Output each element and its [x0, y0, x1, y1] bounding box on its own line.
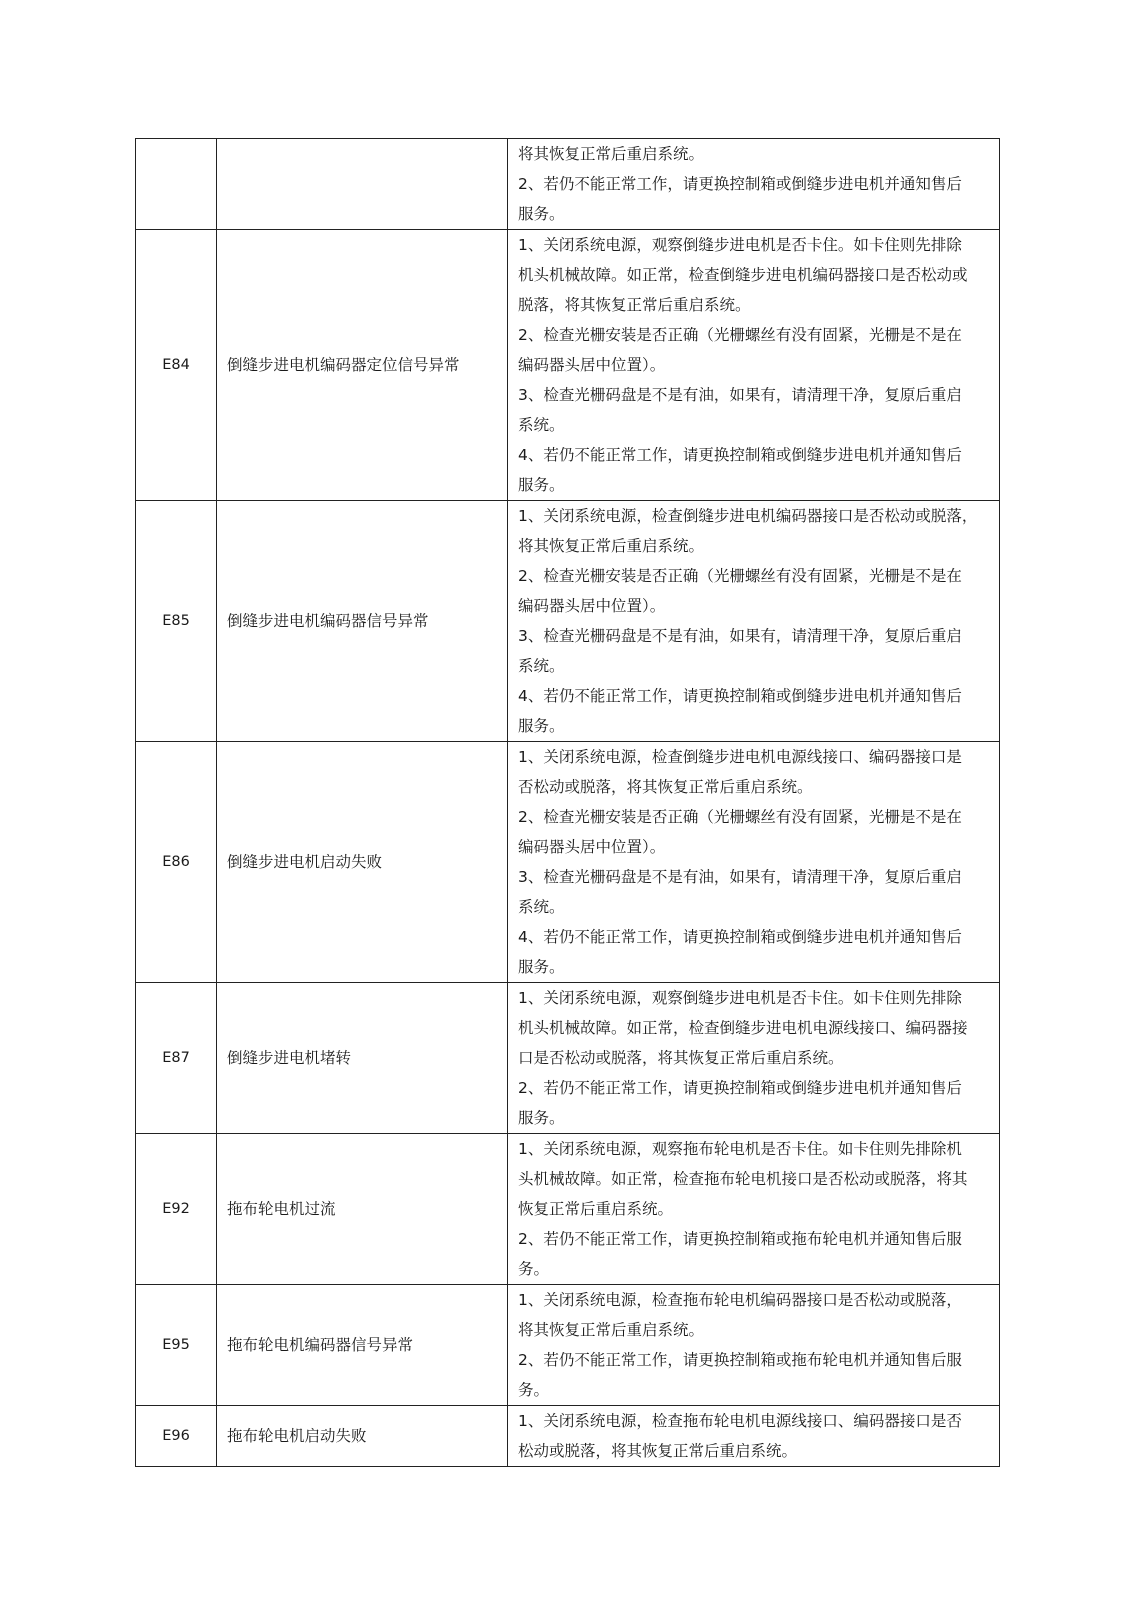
fault-solution-cell [508, 1134, 1000, 1285]
fault-description-cell: 倒缝步进电机编码器信号异常 [217, 501, 508, 742]
fault-solution-cell [508, 742, 1000, 983]
fault-row [136, 230, 1000, 501]
fault-code-cell: E87 [136, 983, 217, 1134]
solution-line: 服务。 [518, 1109, 565, 1127]
solution-line: 机头机械故障。如正常，检查倒缝步进电机电源线接口、编码器接 [518, 1019, 968, 1037]
fault-solution-cell [508, 1285, 1000, 1406]
solution-line: 将其恢复正常后重启系统。 [518, 145, 705, 163]
solution-line: 2、检查光栅安装是否正确（光栅螺丝有没有固紧，光栅是不是在 [518, 808, 962, 826]
solution-line: 服务。 [518, 476, 565, 494]
solution-line: 系统。 [518, 898, 565, 916]
solution-line: 服务。 [518, 717, 565, 735]
fault-row [136, 501, 1000, 742]
fault-code-cell: E85 [136, 501, 217, 742]
solution-line: 松动或脱落，将其恢复正常后重启系统。 [518, 1442, 798, 1460]
fault-description-cell: 拖布轮电机编码器信号异常 [217, 1285, 508, 1406]
fault-table-body [136, 139, 1000, 1467]
fault-row [136, 139, 1000, 230]
fault-solution-cell [508, 1406, 1000, 1467]
fault-code-table [135, 138, 1000, 1467]
solution-line: 1、关闭系统电源，检查拖布轮电机编码器接口是否松动或脱落， [518, 1291, 962, 1309]
fault-description-cell: 拖布轮电机过流 [217, 1134, 508, 1285]
solution-line: 将其恢复正常后重启系统。 [518, 1321, 705, 1339]
fault-solution-cell [508, 230, 1000, 501]
fault-description-cell: 倒缝步进电机启动失败 [217, 742, 508, 983]
fault-code-cell: E95 [136, 1285, 217, 1406]
solution-line: 2、若仍不能正常工作，请更换控制箱或拖布轮电机并通知售后服 [518, 1351, 962, 1369]
fault-code-cell: E84 [136, 230, 217, 501]
fault-code-cell [136, 139, 217, 230]
fault-description-cell: 倒缝步进电机编码器定位信号异常 [217, 230, 508, 501]
solution-line: 2、若仍不能正常工作，请更换控制箱或倒缝步进电机并通知售后 [518, 175, 962, 193]
solution-line: 1、关闭系统电源，检查拖布轮电机电源线接口、编码器接口是否 [518, 1412, 962, 1430]
fault-description-cell: 拖布轮电机启动失败 [217, 1406, 508, 1467]
solution-line: 编码器头居中位置）。 [518, 356, 666, 374]
solution-line: 2、检查光栅安装是否正确（光栅螺丝有没有固紧，光栅是不是在 [518, 567, 962, 585]
solution-line: 服务。 [518, 205, 565, 223]
fault-code-cell: E92 [136, 1134, 217, 1285]
solution-line: 1、关闭系统电源，检查倒缝步进电机编码器接口是否松动或脱落， [518, 507, 978, 525]
solution-line: 3、检查光栅码盘是不是有油，如果有，请清理干净，复原后重启 [518, 627, 962, 645]
solution-line: 务。 [518, 1260, 550, 1278]
solution-line: 2、若仍不能正常工作，请更换控制箱或拖布轮电机并通知售后服 [518, 1230, 962, 1248]
solution-line: 编码器头居中位置）。 [518, 838, 666, 856]
solution-line: 4、若仍不能正常工作，请更换控制箱或倒缝步进电机并通知售后 [518, 928, 962, 946]
solution-line: 脱落，将其恢复正常后重启系统。 [518, 296, 751, 314]
fault-row [136, 1285, 1000, 1406]
solution-line: 1、关闭系统电源，观察倒缝步进电机是否卡住。如卡住则先排除 [518, 989, 962, 1007]
fault-code-cell: E96 [136, 1406, 217, 1467]
solution-line: 4、若仍不能正常工作，请更换控制箱或倒缝步进电机并通知售后 [518, 687, 962, 705]
fault-description-cell [217, 139, 508, 230]
fault-code-cell: E86 [136, 742, 217, 983]
fault-solution-cell [508, 983, 1000, 1134]
solution-line: 1、关闭系统电源，观察拖布轮电机是否卡住。如卡住则先排除机 [518, 1140, 962, 1158]
solution-line: 1、关闭系统电源，观察倒缝步进电机是否卡住。如卡住则先排除 [518, 236, 962, 254]
fault-description-cell: 倒缝步进电机堵转 [217, 983, 508, 1134]
fault-solution-cell [508, 139, 1000, 230]
fault-row [136, 983, 1000, 1134]
solution-line: 务。 [518, 1381, 550, 1399]
solution-line: 编码器头居中位置）。 [518, 597, 666, 615]
solution-line: 口是否松动或脱落，将其恢复正常后重启系统。 [518, 1049, 844, 1067]
fault-solution-cell [508, 501, 1000, 742]
solution-line: 2、检查光栅安装是否正确（光栅螺丝有没有固紧，光栅是不是在 [518, 326, 962, 344]
solution-line: 恢复正常后重启系统。 [518, 1200, 674, 1218]
solution-line: 3、检查光栅码盘是不是有油，如果有，请清理干净，复原后重启 [518, 868, 962, 886]
fault-row [136, 1406, 1000, 1467]
solution-line: 系统。 [518, 416, 565, 434]
fault-row [136, 1134, 1000, 1285]
solution-line: 头机械故障。如正常，检查拖布轮电机接口是否松动或脱落，将其 [518, 1170, 968, 1188]
solution-line: 4、若仍不能正常工作，请更换控制箱或倒缝步进电机并通知售后 [518, 446, 962, 464]
fault-row [136, 742, 1000, 983]
solution-line: 2、若仍不能正常工作，请更换控制箱或倒缝步进电机并通知售后 [518, 1079, 962, 1097]
solution-line: 服务。 [518, 958, 565, 976]
solution-line: 1、关闭系统电源，检查倒缝步进电机电源线接口、编码器接口是 [518, 748, 962, 766]
solution-line: 机头机械故障。如正常，检查倒缝步进电机编码器接口是否松动或 [518, 266, 968, 284]
solution-line: 系统。 [518, 657, 565, 675]
solution-line: 3、检查光栅码盘是不是有油，如果有，请清理干净，复原后重启 [518, 386, 962, 404]
solution-line: 否松动或脱落，将其恢复正常后重启系统。 [518, 778, 813, 796]
solution-line: 将其恢复正常后重启系统。 [518, 537, 705, 555]
